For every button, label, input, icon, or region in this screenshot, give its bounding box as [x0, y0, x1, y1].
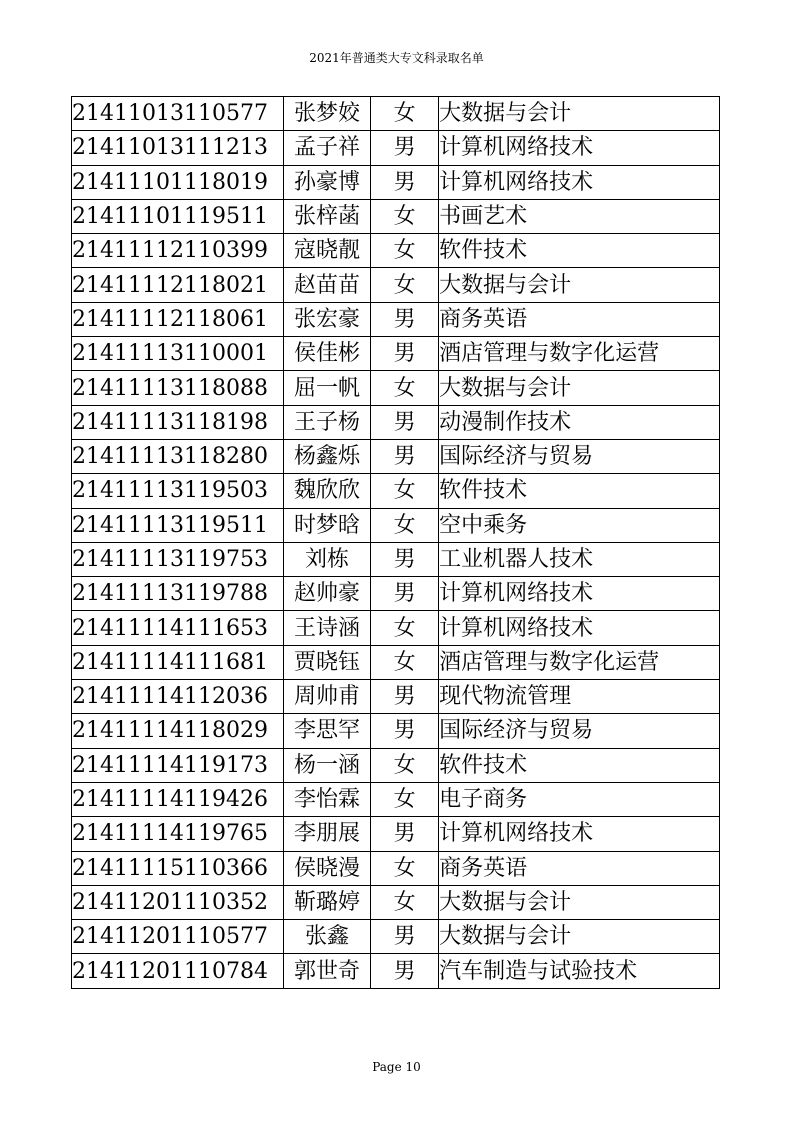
table-row [72, 268, 720, 302]
cell-gender: 女 [371, 474, 439, 508]
cell-student-name: 张梓菡 [283, 199, 370, 233]
table-row [72, 577, 720, 611]
cell-student-id: 21411114119426 [72, 782, 284, 816]
cell-student-id: 21411113118088 [72, 371, 284, 405]
cell-student-name: 周帅甫 [283, 680, 370, 714]
cell-gender: 女 [371, 748, 439, 782]
cell-gender: 男 [371, 577, 439, 611]
cell-gender: 男 [371, 405, 439, 439]
table-row [72, 131, 720, 165]
table-row [72, 851, 720, 885]
cell-major: 商务英语 [439, 302, 720, 336]
cell-gender: 女 [371, 851, 439, 885]
cell-gender: 女 [371, 268, 439, 302]
cell-student-name: 时梦晗 [283, 508, 370, 542]
table-row [72, 954, 720, 988]
cell-student-name: 侯晓漫 [283, 851, 370, 885]
table-row [72, 680, 720, 714]
cell-student-name: 张鑫 [283, 920, 370, 954]
cell-major: 现代物流管理 [439, 680, 720, 714]
table-row [72, 920, 720, 954]
cell-major: 软件技术 [439, 234, 720, 268]
cell-major: 大数据与会计 [439, 920, 720, 954]
cell-gender: 女 [371, 371, 439, 405]
cell-major: 计算机网络技术 [439, 165, 720, 199]
cell-gender: 女 [371, 199, 439, 233]
cell-student-id: 21411115110366 [72, 851, 284, 885]
cell-major: 计算机网络技术 [439, 611, 720, 645]
table-row [72, 405, 720, 439]
cell-gender: 女 [371, 97, 439, 131]
cell-gender: 女 [371, 645, 439, 679]
cell-student-name: 李思罕 [283, 714, 370, 748]
cell-student-name: 魏欣欣 [283, 474, 370, 508]
cell-student-id: 21411114119173 [72, 748, 284, 782]
cell-major: 计算机网络技术 [439, 577, 720, 611]
cell-student-id: 21411112118061 [72, 302, 284, 336]
cell-student-id: 21411113118198 [72, 405, 284, 439]
cell-major: 书画艺术 [439, 199, 720, 233]
cell-student-id: 21411013111213 [72, 131, 284, 165]
cell-gender: 男 [371, 954, 439, 988]
cell-gender: 女 [371, 885, 439, 919]
cell-student-name: 李朋展 [283, 817, 370, 851]
cell-student-id: 21411114111681 [72, 645, 284, 679]
cell-gender: 男 [371, 920, 439, 954]
table-row [72, 782, 720, 816]
table-row [72, 474, 720, 508]
cell-student-id: 21411114119765 [72, 817, 284, 851]
cell-gender: 男 [371, 302, 439, 336]
cell-student-name: 孟子祥 [283, 131, 370, 165]
cell-major: 国际经济与贸易 [439, 439, 720, 473]
cell-major: 电子商务 [439, 782, 720, 816]
cell-student-id: 21411112110399 [72, 234, 284, 268]
table-row [72, 337, 720, 371]
admission-table [71, 96, 720, 989]
cell-major: 大数据与会计 [439, 268, 720, 302]
cell-student-id: 21411113110001 [72, 337, 284, 371]
table-row [72, 199, 720, 233]
cell-student-name: 张宏豪 [283, 302, 370, 336]
page-title: 2021年普通类大专文科录取名单 [309, 51, 484, 65]
cell-student-name: 赵帅豪 [283, 577, 370, 611]
cell-major: 动漫制作技术 [439, 405, 720, 439]
table-row [72, 611, 720, 645]
cell-major: 大数据与会计 [439, 885, 720, 919]
cell-student-name: 靳璐婷 [283, 885, 370, 919]
cell-student-id: 21411113119511 [72, 508, 284, 542]
table-row [72, 508, 720, 542]
cell-major: 大数据与会计 [439, 371, 720, 405]
cell-gender: 女 [371, 234, 439, 268]
table-row [72, 817, 720, 851]
cell-student-name: 孙豪博 [283, 165, 370, 199]
cell-student-id: 21411201110352 [72, 885, 284, 919]
cell-student-name: 侯佳彬 [283, 337, 370, 371]
cell-student-name: 赵苗苗 [283, 268, 370, 302]
cell-student-name: 张梦姣 [283, 97, 370, 131]
table-row [72, 645, 720, 679]
cell-student-id: 21411114112036 [72, 680, 284, 714]
table-row [72, 542, 720, 576]
table-row [72, 97, 720, 131]
cell-student-id: 21411101118019 [72, 165, 284, 199]
cell-student-id: 21411113119753 [72, 542, 284, 576]
table-row [72, 371, 720, 405]
cell-student-id: 21411201110784 [72, 954, 284, 988]
cell-gender: 男 [371, 165, 439, 199]
cell-student-id: 21411113119503 [72, 474, 284, 508]
cell-major: 计算机网络技术 [439, 817, 720, 851]
cell-major: 软件技术 [439, 474, 720, 508]
cell-student-id: 21411101119511 [72, 199, 284, 233]
cell-major: 国际经济与贸易 [439, 714, 720, 748]
cell-gender: 男 [371, 337, 439, 371]
cell-gender: 男 [371, 542, 439, 576]
cell-student-name: 屈一帆 [283, 371, 370, 405]
cell-major: 空中乘务 [439, 508, 720, 542]
cell-student-name: 杨一涵 [283, 748, 370, 782]
table-row [72, 885, 720, 919]
cell-gender: 男 [371, 131, 439, 165]
cell-gender: 男 [371, 817, 439, 851]
cell-student-id: 21411201110577 [72, 920, 284, 954]
admission-table-body [72, 97, 720, 989]
cell-major: 酒店管理与数字化运营 [439, 337, 720, 371]
cell-student-id: 21411112118021 [72, 268, 284, 302]
cell-student-name: 王子杨 [283, 405, 370, 439]
table-row [72, 302, 720, 336]
cell-student-name: 王诗涵 [283, 611, 370, 645]
cell-student-name: 刘栋 [283, 542, 370, 576]
cell-major: 计算机网络技术 [439, 131, 720, 165]
cell-student-name: 郭世奇 [283, 954, 370, 988]
cell-major: 软件技术 [439, 748, 720, 782]
page-number: Page 10 [372, 1060, 421, 1074]
cell-major: 大数据与会计 [439, 97, 720, 131]
cell-major: 工业机器人技术 [439, 542, 720, 576]
cell-gender: 男 [371, 680, 439, 714]
cell-student-name: 贾晓钰 [283, 645, 370, 679]
cell-major: 商务英语 [439, 851, 720, 885]
cell-gender: 女 [371, 782, 439, 816]
cell-student-id: 21411113119788 [72, 577, 284, 611]
cell-student-name: 李怡霖 [283, 782, 370, 816]
table-row [72, 439, 720, 473]
cell-student-name: 杨鑫烁 [283, 439, 370, 473]
table-row [72, 748, 720, 782]
cell-major: 酒店管理与数字化运营 [439, 645, 720, 679]
cell-student-id: 21411114111653 [72, 611, 284, 645]
cell-gender: 女 [371, 611, 439, 645]
cell-gender: 男 [371, 439, 439, 473]
cell-student-id: 21411013110577 [72, 97, 284, 131]
cell-major: 汽车制造与试验技术 [439, 954, 720, 988]
cell-gender: 女 [371, 508, 439, 542]
cell-student-id: 21411114118029 [72, 714, 284, 748]
cell-student-id: 21411113118280 [72, 439, 284, 473]
table-row [72, 714, 720, 748]
table-row [72, 234, 720, 268]
cell-gender: 男 [371, 714, 439, 748]
cell-student-name: 寇晓靓 [283, 234, 370, 268]
table-row [72, 165, 720, 199]
